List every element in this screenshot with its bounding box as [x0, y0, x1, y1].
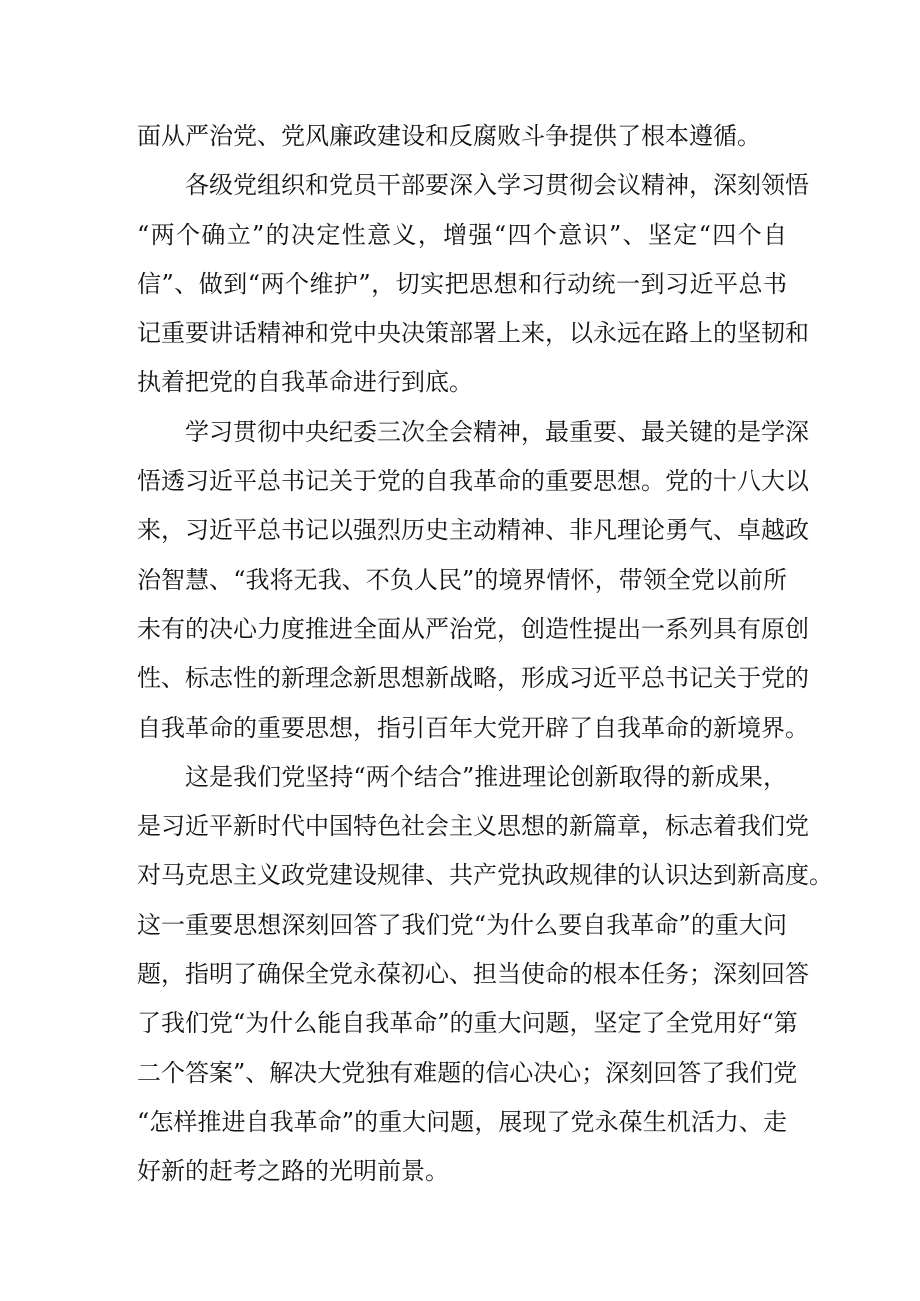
- text-line: 记重要讲话精神和党中央决策部署上来，以永远在路上的坚韧和: [137, 319, 809, 348]
- text-line: 对马克思主义政党建设规律、共产党执政规律的认识达到新高度。: [137, 861, 833, 890]
- text-line: 治智慧、“我将无我、不负人民”的境界情怀，带领全党以前所: [137, 565, 787, 594]
- text-line: 面从严治党、党风廉政建设和反腐败斗争提供了根本遵循。: [137, 122, 761, 150]
- text-line: 来，习近平总书记以强烈历史主动精神、非凡理论勇气、卓越政: [137, 516, 809, 545]
- body-text: [137, 112, 833, 1197]
- text-line: 这是我们党坚持“两个结合”推进理论创新取得的新成果，: [185, 762, 787, 791]
- text-line: 执着把党的自我革命进行到底。: [137, 368, 473, 397]
- text-line: 是习近平新时代中国特色社会主义思想的新篇章，标志着我们党: [137, 812, 809, 841]
- text-line: 未有的决心力度推进全面从严治党，创造性提出一系列具有原创: [137, 614, 809, 643]
- text-line: 题，指明了确保全党永葆初心、担当使命的根本任务；深刻回答: [137, 960, 809, 989]
- text-line: 自我革命的重要思想，指引百年大党开辟了自我革命的新境界。: [137, 713, 809, 742]
- text-line: “两个确立”的决定性意义，增强“四个意识”、坚定“四个自: [137, 220, 787, 249]
- text-line: 学习贯彻中央纪委三次全会精神，最重要、最关键的是学深: [185, 417, 809, 446]
- text-line: 这一重要思想深刻回答了我们党“为什么要自我革命”的重大问: [137, 910, 787, 939]
- text-line: 了我们党“为什么能自我革命”的重大问题，坚定了全党用好“第: [137, 1009, 798, 1038]
- text-line: 各级党组织和党员干部要深入学习贯彻会议精神，深刻领悟: [185, 171, 809, 200]
- text-line: 信”、做到“两个维护”，切实把思想和行动统一到习近平总书: [137, 269, 787, 298]
- text-line: 性、标志性的新理念新思想新战略，形成习近平总书记关于党的: [137, 664, 809, 693]
- text-line: “怎样推进自我革命”的重大问题，展现了党永葆生机活力、走: [137, 1107, 787, 1136]
- text-line: 悟透习近平总书记关于党的自我革命的重要思想。党的十八大以: [137, 467, 809, 496]
- text-line: 好新的赶考之路的光明前景。: [137, 1157, 449, 1186]
- text-line: 二个答案”、解决大党独有难题的信心决心；深刻回答了我们党: [137, 1058, 798, 1087]
